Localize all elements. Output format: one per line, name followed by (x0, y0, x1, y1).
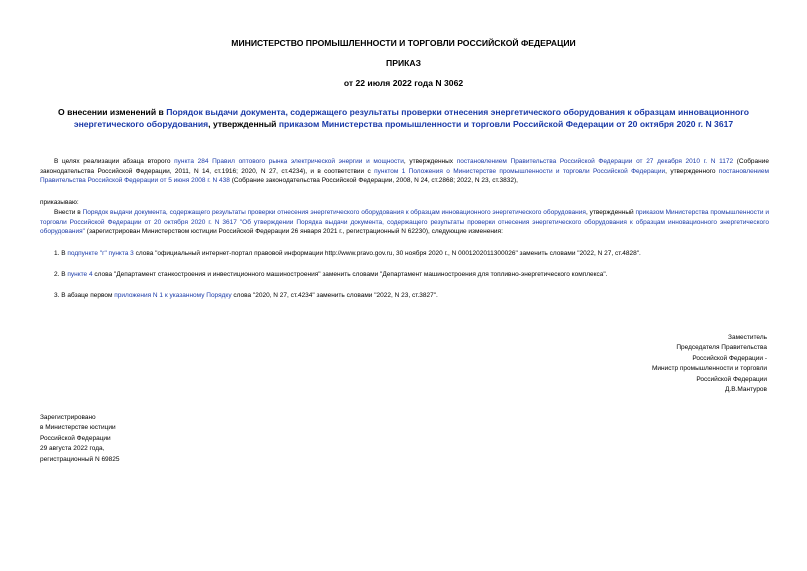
signature-line: Председателя Правительства (676, 344, 767, 352)
item3-text-2: слова "2020, N 27, ст.4234" заменить словами "2022, N 23, ст.3827". (231, 292, 438, 299)
document-title (40, 106, 767, 130)
registration-number: регистрационный N 69825 (40, 455, 120, 463)
ministry-heading: МИНИСТЕРСТВО ПРОМЫШЛЕННОСТИ И ТОРГОВЛИ РОССИЙСКОЙ ФЕДЕРАЦИИ (231, 38, 576, 48)
preamble-link-rules[interactable]: пункта 284 Правил оптового рынка электрической энергии и мощности (174, 158, 404, 165)
signature-name: Д.В.Мантуров (725, 386, 767, 394)
item2-link[interactable]: пункте 4 (67, 271, 93, 278)
preamble-text-4: , утвержденного (665, 167, 719, 175)
preamble-link-resolution-1172[interactable]: постановлением Правительства Российской Федерации от 27 декабря 2010 г. N 1172 (456, 158, 734, 165)
signature-line: Российской Федерации - (692, 354, 767, 362)
preamble-paragraph (40, 157, 769, 186)
preamble-text-3: (Собрание законодательства Российской Федерации, 2011, N 14, ст.1916; 2020, N 27, ст.4234), и в соответствии с (40, 158, 769, 175)
main-paragraph (40, 208, 769, 237)
registration-line: Российской Федерации (40, 434, 111, 442)
item2-text-2: слова "Департамент станкостроения и инвестиционного машиностроения" заменить словами "Департамент машиностроения для топливно-энергетического комплекса". (92, 271, 608, 278)
registration-line: в Министерстве юстиции (40, 424, 116, 432)
item2-text-1: 2. В (54, 271, 68, 278)
document-type: ПРИКАЗ (386, 58, 421, 68)
amendment-item-3 (54, 292, 438, 299)
signature-line: Заместитель (728, 334, 767, 341)
amendment-item-2 (54, 271, 608, 278)
preamble-text-1: В целях реализации абзаца второго (54, 158, 175, 165)
main-link-order[interactable]: приказом Министерства промышленности и торговли Российской Федерации от 20 октября 2020 г. N 3617 (40, 209, 770, 226)
title-link-order[interactable]: приказом Министерства промышленности и торговли Российской Федерации от 20 октября 2020 г. N 3617 (278, 119, 734, 129)
item3-link[interactable]: приложения N 1 к указанному Порядку (114, 292, 232, 299)
registration-line: Зарегистрировано (40, 414, 96, 421)
main-text-2: , утвержденный (585, 209, 636, 216)
main-link-procedure[interactable]: Порядок выдачи документа, содержащего результаты проверки отнесения энергетического оборудования к образцам инновационного энергетического оборудования (82, 209, 586, 216)
title-link-procedure[interactable]: Порядок выдачи документа, содержащего результаты проверки отнесения энергетического оборудования к образцам инновационного энергетического оборудования (73, 107, 749, 129)
registration-date: 29 августа 2022 года, (40, 445, 105, 453)
preamble-link-resolution-438[interactable]: постановлением Правительства Российской Федерации от 5 июня 2008 г. N 438 (40, 167, 770, 185)
title-text-2: , утвержденный (208, 119, 279, 129)
order-word: приказываю: (40, 199, 79, 206)
amendment-item-1 (54, 250, 641, 257)
preamble-link-regulation[interactable]: пунктом 1 Положения о Министерстве промышленности и торговли Российской Федерации (374, 167, 666, 175)
preamble-text-2: , утвержденных (403, 158, 457, 165)
title-text-1: О внесении изменений в (58, 107, 167, 117)
signature-line: Российской Федерации (696, 375, 767, 383)
registration-block (40, 413, 120, 465)
item1-text-2: слова "официальный интернет-портал правовой информации http://www.pravo.gov.ru, 30 ноября 2020 г., N 0001202011300026" заменить словами "2022, N 27, ст.4828". (133, 250, 641, 257)
main-link-order-title[interactable]: "Об утверждении Порядка выдачи документа, содержащего результаты проверки отнесения энергетического оборудования к образцам инновационного энергетического оборудования" (40, 218, 769, 236)
item1-link[interactable]: подпункте "г" пункта 3 (67, 250, 134, 257)
signature-line: Министр промышленности и торговли (651, 365, 767, 373)
item3-text-1: 3. В абзаце первом (54, 292, 115, 299)
main-text-4: (зарегистрирован Министерством юстиции Российской Федерации 26 января 2021 г., регистрационный N 62230), следующие изменения: (84, 228, 503, 236)
document-date-number: от 22 июля 2022 года N 3062 (343, 78, 464, 88)
item1-text-1: 1. В (54, 250, 68, 257)
signature-block (652, 333, 767, 395)
preamble-text-5: (Собрание законодательства Российской Федерации, 2008, N 24, ст.2868; 2022, N 23, ст.3832), (229, 177, 518, 185)
main-text-1: Внести в (54, 209, 83, 216)
